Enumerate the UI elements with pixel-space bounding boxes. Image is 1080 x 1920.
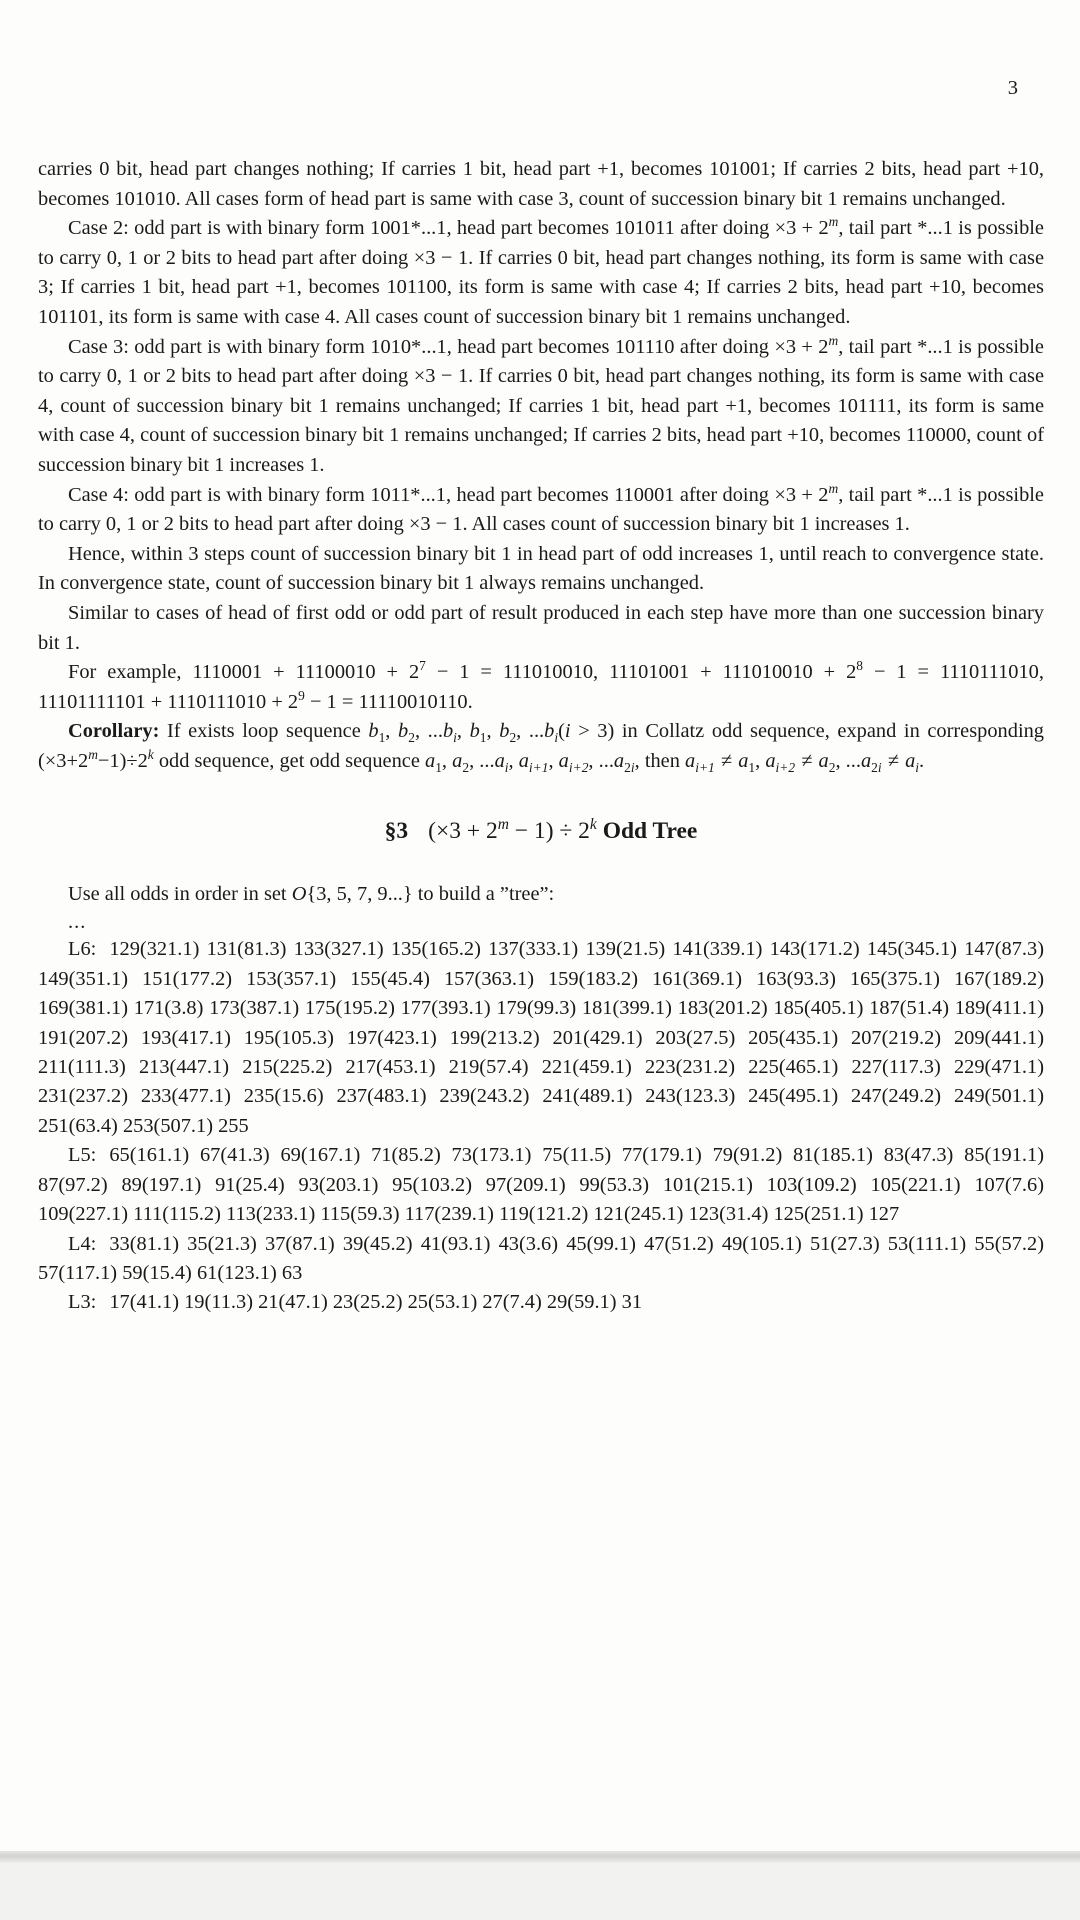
paragraph-similar: Similar to cases of head of first odd or odd part of result produced in each step have more than one succession binary bit 1. xyxy=(38,601,1044,654)
corollary-ai2-b: $a_{i+2}$ xyxy=(765,749,796,775)
corollary-mid3: odd sequence, get odd sequence xyxy=(153,749,425,772)
example-part-b: − 1 = 111010010, 11101001 + 111010010 + 2 xyxy=(425,661,857,684)
case3-exponent: m xyxy=(828,332,839,348)
case3-lead: Case 3: odd part is with binary form 1010*...1, head part becomes 101110 after doing ×3 + 2 xyxy=(68,335,829,358)
formula-close-paren: ) xyxy=(545,818,554,845)
example-part-c: − 1 = xyxy=(863,661,930,684)
tree-intro-before: Use all odds in order in set xyxy=(68,882,292,905)
page-bottom-edge xyxy=(0,1851,1080,1863)
tree-level-label-l3: L3: xyxy=(68,1291,97,1314)
tree-level-l3 xyxy=(38,1288,1044,1317)
corollary-b1: $b_1$ xyxy=(368,720,386,746)
corollary-b2-repeat: $b_2$ xyxy=(499,720,517,746)
corollary-bi: $b_i$ xyxy=(442,720,457,746)
formula-times3: ×3 + 2 xyxy=(435,818,498,845)
example-part-a: For example, 1110001 + 11100010 + 2 xyxy=(68,661,420,684)
corollary-then: then xyxy=(644,749,686,772)
paragraph-carries: carries 0 bit, head part changes nothing; If carries 1 bit, head part +1, becomes 101001; If carries 2 bits, head part +10, becomes 101010. All cases form of head part is same with case 3, count of succession binary bit 1 remains unchanged. xyxy=(38,158,1044,210)
case3-rest: , tail part *...1 is possible to carry 0, 1 or 2 bits to head part after doing ×3 − 1. If carries 0 bit, head part changes nothing, its form is same with case 4, count of succession binary bit 1 remains unchanged; If carries 1 bit, head part +1, becomes 101111, its form is same with case 4, count of succession binary bit 1 remains unchanged; If carries 2 bits, head part +10, becomes 110000, count of succession binary bit 1 increases 1. xyxy=(38,335,1044,476)
formula-minus-one: − 1 xyxy=(508,818,546,845)
corollary-ai2: $a_{i+2}$ xyxy=(558,749,589,775)
tree-level-entries-l4: 33(81.1) 35(21.3) 37(87.1) 39(45.2) 41(93.1) 43(3.6) 45(99.1) 47(51.2) 49(105.1) 51(27.3) 53(111.1) 55(57.2) 57(117.1) 59(15.4) 61(123.1) 63 xyxy=(38,1232,1044,1284)
tree-intro-line xyxy=(38,880,1044,910)
set-body: {3, 5, 7, 9...} xyxy=(306,882,413,905)
section-heading xyxy=(38,817,1044,846)
section-formula xyxy=(428,818,597,844)
corollary-mid2: −1)÷2 xyxy=(97,749,148,772)
paragraph-corollary: Corollary: If exists loop sequence $b_1$, $b_2$, $...b_i$, $b_1$, $b_2$, $...b_i(i > 3)$ in Collatz odd sequence, expand in corresponding $(\times 3+2^m-1)\div 2^k$ odd sequence, get odd sequence $a_1$, $a_2$, $...a_i$, $a_{i+1}$, $a_{i+2}$, $...a_{2i}$, then $a_{i+1} \ne a_1$, $a_{i+2} \ne a_2$, $...a_{2i} \ne a_i$. xyxy=(38,720,1045,775)
paragraph-case-4 xyxy=(38,481,1044,540)
case4-rest: , tail part *...1 is possible to carry 0, 1 or 2 bits to head part after doing ×3 − 1. All cases count of succession binary bit 1 increases 1. xyxy=(38,483,1044,536)
page-number: 3 xyxy=(1007,77,1018,99)
corollary-bi-repeat: $b_i$ xyxy=(544,720,559,746)
corollary-ai1: $a_{i+1}$ xyxy=(518,749,549,775)
tree-level-label-l6: L6: xyxy=(68,938,97,961)
corollary-a2i-b: $a_{2i}$ xyxy=(860,749,882,775)
section-title: Odd Tree xyxy=(602,818,698,845)
paragraph-example xyxy=(38,658,1044,717)
example-exponent-9: 9 xyxy=(298,687,305,703)
formula-open-paren: ( xyxy=(428,818,436,845)
example-part-d: 1110111010, 11101111101 + 1110111010 + 2 xyxy=(38,661,1044,713)
example-part-e: − 1 = 11110010110. xyxy=(304,690,473,713)
section-number: §3 xyxy=(384,818,409,845)
paragraph-case-2 xyxy=(38,214,1044,332)
formula-exp-m: m xyxy=(497,816,509,834)
example-exponent-8: 8 xyxy=(856,658,864,674)
tree-level-l6 xyxy=(38,935,1044,1141)
tree-ellipsis: ... xyxy=(68,911,87,934)
tree-level-entries-l3: 17(41.1) 19(11.3) 21(47.1) 23(25.2) 25(53.1) 27(7.4) 29(59.1) 31 xyxy=(109,1291,643,1314)
formula-exp-k: k xyxy=(589,816,597,834)
viewer-background xyxy=(0,1863,1080,1920)
case4-lead: Case 4: odd part is with binary form 1011*...1, head part becomes 110001 after doing ×3 + 2 xyxy=(68,483,829,506)
tree-levels xyxy=(38,935,1044,1317)
corollary-a1: $a_1$ xyxy=(424,749,442,775)
case2-rest: , tail part *...1 is possible to carry 0, 1 or 2 bits to head part after doing ×3 − 1. If carries 0 bit, head part changes nothing, its form is same with case 3; If carries 1 bit, head part +1, becomes 101100, its form is same with case 4; If carries 2 bits, head part +10, becomes 101101, its form is same with case 4. All cases count of succession binary bit 1 remains unchanged. xyxy=(38,217,1044,328)
corollary-b1-repeat: $b_1$ xyxy=(469,720,487,746)
corollary-mid: in Collatz odd sequence, expand in corresponding (×3+2 xyxy=(38,720,1045,772)
corollary-a2i: $a_{2i}$ xyxy=(613,749,635,775)
tree-intro-after: to build a ”tree”: xyxy=(412,882,555,905)
corollary-exp-m: m xyxy=(88,747,98,763)
case2-exponent: m xyxy=(828,214,839,230)
case2-lead: Case 2: odd part is with binary form 1001*...1, head part becomes 101011 after doing ×3 + 2 xyxy=(68,217,829,240)
paragraph-case-3 xyxy=(38,333,1044,481)
case4-exponent: m xyxy=(828,480,839,496)
tree-level-l5 xyxy=(38,1141,1044,1229)
document-body xyxy=(38,155,1044,1318)
tree-level-entries-l6: 129(321.1) 131(81.3) 133(327.1) 135(165.2) 137(333.1) 139(21.5) 141(339.1) 143(171.2) 145(345.1) 147(87.3) 149(351.1) 151(177.2) 153(357.1) 155(45.4) 157(363.1) 159(183.2) 161(369.1) 163(93.3) 165(375.1) 167(189.2) 169(381.1) 171(3.8) 173(387.1) 175(195.2) 177(393.1) 179(99.3) 181(399.1) 183(201.2) 185(405.1) 187(51.4) 189(411.1) 191(207.2) 193(417.1) 195(105.3) 197(423.1) 199(213.2) 201(429.1) 203(27.5) 205(435.1) 207(219.2) 209(441.1) 211(111.3) 213(447.1) 215(225.2) 217(453.1) 219(57.4) 221(459.1) 223(231.2) 225(465.1) 227(117.3) 229(471.1) 231(237.2) 233(477.1) 235(15.6) 237(483.1) 239(243.2) 241(489.1) 243(123.3) 245(495.1) 247(249.2) 249(501.1) 251(63.4) 253(507.1) 255 xyxy=(38,938,1044,1137)
corollary-intro: If exists loop sequence xyxy=(159,720,369,743)
tree-level-label-l5: L5: xyxy=(68,1144,97,1167)
formula-divide: ÷ 2 xyxy=(553,818,590,845)
example-exponent-7: 7 xyxy=(419,658,426,674)
corollary-a2: $a_2$ xyxy=(452,749,470,775)
tree-level-entries-l5: 65(161.1) 67(41.3) 69(167.1) 71(85.2) 73(173.1) 75(11.5) 77(179.1) 79(91.2) 81(185.1) 83(47.3) 85(191.1) 87(97.2) 89(197.1) 91(25.4) 93(203.1) 95(103.2) 97(209.1) 99(53.3) 101(215.1) 103(109.2) 105(221.1) 107(7.6) 109(227.1) 111(115.2) 113(233.1) 115(59.3) 117(239.1) 119(121.2) 121(245.1) 123(31.4) 125(251.1) 127 xyxy=(38,1144,1044,1226)
corollary-exp-k: k xyxy=(147,747,154,763)
tree-level-l4 xyxy=(38,1230,1044,1289)
paragraph-hence: Hence, within 3 steps count of succession binary bit 1 in head part of odd increases 1, until reach to convergence state. In convergence state, count of succession binary bit 1 always remains unchanged. xyxy=(38,542,1044,595)
corollary-ai: $a_i$ xyxy=(494,749,509,775)
corollary-ai1-b: $a_{i+1}$ xyxy=(685,749,715,775)
corollary-b2: $b_2$ xyxy=(398,720,415,746)
set-symbol-O: O xyxy=(291,882,307,905)
corollary-label: Corollary: xyxy=(68,720,160,743)
tree-level-label-l4: L4: xyxy=(68,1232,97,1255)
